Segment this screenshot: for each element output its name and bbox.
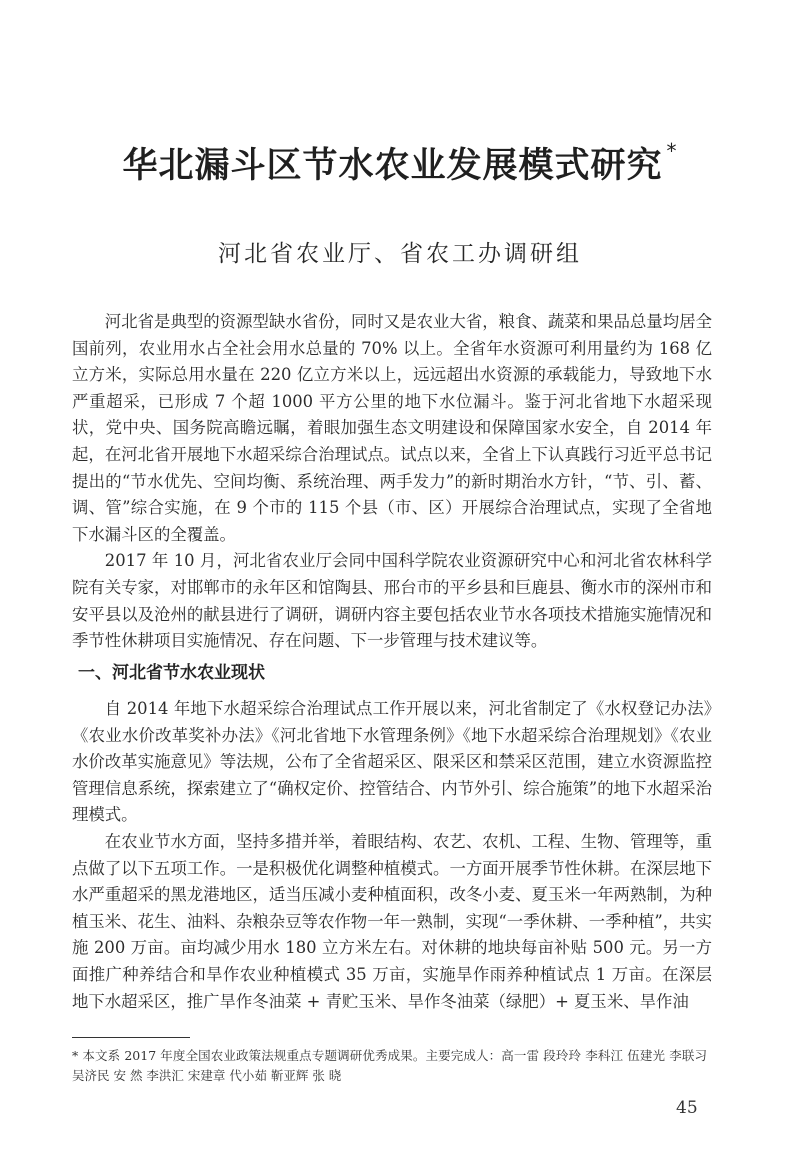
footnote-divider — [72, 1037, 190, 1038]
section-heading: 一、河北省节水农业现状 — [78, 663, 265, 683]
footnote: * 本文系 2017 年度全国农业政策法规重点专题调研优秀成果。主要完成人：高一雷 段玲玲 李科江 伍建光 李联习 吴济民 安 然 李洪汇 宋建章 代小茹 靳亚辉 张 晓 — [72, 1048, 707, 1083]
intro-body — [72, 309, 712, 655]
intro-paragraph-1: 河北省是典型的资源型缺水省份，同时又是农业大省，粮食、蔬菜和果品总量均居全国前列，农业用水占全社会用水总量的 70% 以上。全省年水资源可利用量约为 168 亿立方米，实际总用水量在 220 亿立方米以上，远远超出水资源的承载能力，导致地下水严重超采，已形成 7 个超 1000 平方公里的地下水位漏斗。鉴于河北省地下水超采现状，党中央、国务院高瞻远瞩，着眼加强生态文明建设和保障国家水安全，自 2014 年起，在河北省开展地下水超采综合治理试点。试点以来，全省上下认真践行习近平总书记提出的“节水优先、空间均衡、系统治理、两手发力”的新时期治水方针，“节、引、蓄、调、管”综合实施，在 9 个市的 115 个县（市、区）开展综合治理试点，实现了全省地下水漏斗区的全覆盖。 — [72, 312, 712, 544]
section-body — [72, 696, 712, 1015]
article-title-text: 华北漏斗区节水农业发展模式研究 — [122, 146, 663, 186]
page-number: 45 — [676, 1098, 698, 1118]
section-paragraph-1: 自 2014 年地下水超采综合治理试点工作开展以来，河北省制定了《水权登记办法》《农业水价改革奖补办法》《河北省地下水管理条例》《地下水超采综合治理规划》《农业水价改革实施意见》等法规，公布了全省超采区、限采区和禁采区范围，建立水资源监控管理信息系统，探索建立了“确权定价、控管结合、内节外引、综合施策”的地下水超采治理模式。 — [72, 699, 712, 825]
title-footnote-mark: * — [666, 139, 678, 164]
section-paragraph-2: 在农业节水方面，坚持多措并举，着眼结构、农艺、农机、工程、生物、管理等，重点做了以下五项工作。一是积极优化调整种植模式。一方面开展季节性休耕。在深层地下水严重超采的黑龙港地区，适当压减小麦种植面积，改冬小麦、夏玉米一年两熟制，为种植玉米、花生、油料、杂粮杂豆等农作物一年一熟制，实现“一季休耕、一季种植”，共实施 200 万亩。亩均减少用水 180 立方米左右。对休耕的地块每亩补贴 500 元。另一方面推广种养结合和旱作农业种植模式 35 万亩，实施旱作雨养种植试点 1 万亩。在深层地下水超采区，推广旱作冬油菜 + 青贮玉米、旱作冬油菜（绿肥）+ 夏玉米、旱作油 — [72, 831, 712, 1011]
article-title — [0, 138, 800, 188]
article-byline: 河北省农业厅、省农工办调研组 — [218, 241, 582, 267]
intro-paragraph-2: 2017 年 10 月，河北省农业厅会同中国科学院农业资源研究中心和河北省农林科学院有关专家，对邯郸市的永年区和馆陶县、邢台市的平乡县和巨鹿县、衡水市的深州市和安平县以及沧州的献县进行了调研，调研内容主要包括农业节水各项技术措施实施情况和季节性休耕项目实施情况、存在问题、下一步管理与技术建议等。 — [72, 551, 712, 651]
